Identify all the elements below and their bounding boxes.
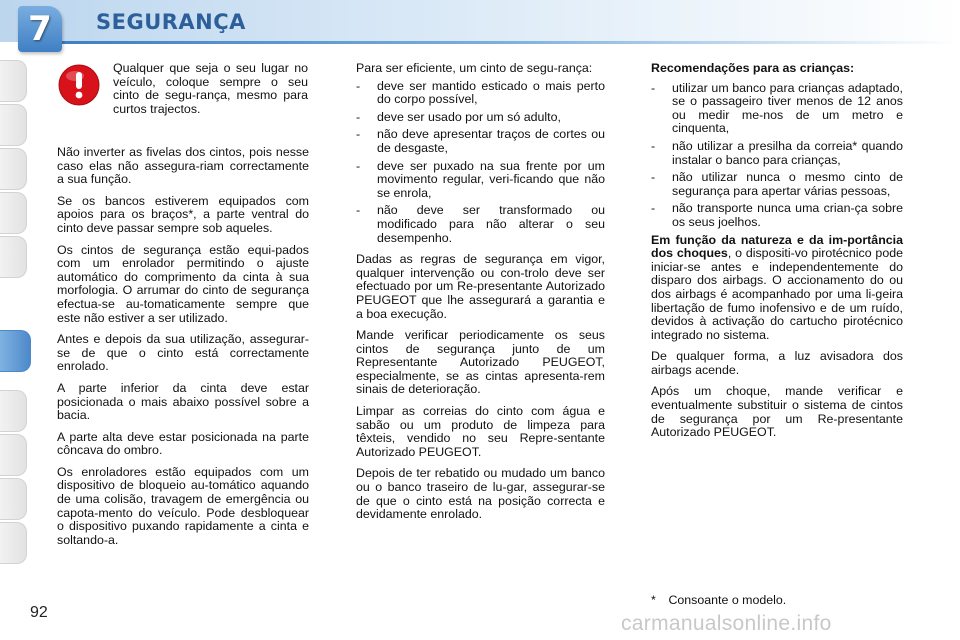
list-dash: - (651, 80, 656, 95)
chapter-tab-2[interactable] (0, 104, 27, 146)
chapter-tab-5[interactable] (0, 236, 27, 278)
chapter-tab-11[interactable] (0, 522, 27, 564)
paragraph: De qualquer forma, a luz avisadora dos airbags acende. (651, 349, 903, 377)
list-dash: - (651, 138, 656, 153)
list-dash: - (651, 201, 656, 216)
page-number: 92 (30, 604, 48, 621)
warning-text: Qualquer que seja o seu lugar no veículo, coloque sempre o seu cinto de segu-rança, mesmo para curtos trajectos. (113, 61, 308, 116)
paragraph: Mande verificar periodicamente os seus cintos de segurança junto de um Representante Autorizado PEUGEOT, especialmente, se as cintas apresenta-rem sinais de deterioração. (356, 328, 605, 397)
chapter-tab-1[interactable] (0, 60, 27, 102)
paragraph: Após um choque, mande verificar e eventualmente substituir o sistema de cintos de segurança por um Re-presentante Autorizado PEUGEOT. (651, 384, 903, 440)
chapter-tab-8[interactable] (0, 390, 27, 432)
list-intro: Para ser eficiente, um cinto de segu-rança: (356, 61, 593, 75)
paragraph: Os enroladores estão equipados com um dispositivo de bloqueio au-tomático aquando de uma colisão, travagem de emergência ou capota-mento do veículo. Pode desbloquear o dispositivo puxando rapidamente a cinta e soltando-a. (57, 464, 309, 547)
airbag-lead: Em função da natureza e da im-portância dos choques (651, 232, 903, 261)
exclamation-warning-icon (58, 64, 100, 106)
list-item (356, 111, 605, 125)
footnote (651, 593, 786, 607)
paragraph: Não inverter as fivelas dos cintos, pois nesse caso elas não assegura-riam correctamente a sua função. (57, 145, 309, 187)
paragraph: Os cintos de segurança estão equi-pados com um enrolador permitindo o ajuste automático do comprimento da cinta à sua morfologia. O arrumar do cinto de segurança efectua-se au-tomaticamente sempre que este não estiver a ser utilizado. (57, 242, 309, 325)
list-item-text: não utilizar nunca o mesmo cinto de segurança para apertar várias pessoas, (672, 170, 903, 198)
list-item (651, 202, 903, 229)
list-item (651, 171, 903, 198)
list-item-text: deve ser usado por um só adulto, (377, 109, 561, 124)
list-item-text: não utilizar a presilha da correia* quando instalar o banco para crianças, (672, 138, 903, 167)
middle-column (356, 62, 605, 530)
paragraph: A parte inferior da cinta deve estar posicionada o mais abaixo possível sobre a bacia. (57, 380, 309, 423)
list-item-text: não deve ser transformado ou modificado para não alterar o seu desempenho. (377, 203, 605, 245)
paragraph: Limpar as correias do cinto com água e sabão ou um produto de limpeza para têxteis, vendido no seu Repre-sentante Autorizado PEUGEOT. (356, 404, 605, 459)
list-dash: - (356, 109, 361, 124)
paragraph: Dadas as regras de segurança em vigor, qualquer intervenção ou con-trolo deve ser efectuado por um Re-presentante Autorizado PEUGEOT que lhe assegurará a garantia e a boa execução. (356, 252, 605, 321)
chapter-tab-4[interactable] (0, 192, 27, 234)
recommendations-title: Recomendações para as crianças: (651, 61, 855, 75)
list-dash: - (356, 158, 361, 173)
list-item (651, 140, 903, 167)
list-item (356, 128, 605, 155)
paragraph: A parte alta deve estar posicionada na parte côncava do ombro. (57, 429, 309, 458)
airbag-text: , o dispositi-vo pirotécnico pode iniciar-se antes e independentemente do disparo dos airbags. O accionamento do ou dos airbags é acompanhado por uma li-geira libertação de fumo inofensivo e de um ruído, devidos à activação do cartucho pirotécnico integrado no sistema. (651, 246, 903, 342)
chapter-tab-3[interactable] (0, 148, 27, 190)
paragraph: Antes e depois da sua utilização, assegurar-se de que o cinto está correctamente enrolado. (57, 332, 309, 374)
list-item-text: não transporte nunca uma crian-ça sobre os seus joelhos. (672, 201, 903, 229)
airbag-paragraph (651, 234, 903, 343)
left-column (57, 146, 309, 555)
chapter-tab-9[interactable] (0, 434, 27, 476)
list-dash: - (356, 127, 361, 142)
list-item (356, 204, 605, 245)
page-title: SEGURANÇA (96, 10, 246, 34)
header-rule (60, 41, 960, 44)
footnote-marker: * (651, 593, 656, 607)
list-dash: - (651, 170, 656, 185)
chapter-index-tabs (0, 60, 32, 580)
list-item (651, 82, 903, 136)
chapter-number: 7 (28, 9, 52, 49)
chapter-tab-10[interactable] (0, 478, 27, 520)
list-item-text: não deve apresentar traços de cortes ou de desgaste, (377, 127, 605, 155)
watermark: carmanualsonline.info (621, 612, 832, 635)
right-column (651, 62, 903, 448)
paragraph: Se os bancos estiverem equipados com apoios para os braços*, a parte ventral do cinto deve passar sempre sob aqueles. (57, 193, 309, 235)
list-item-text: deve ser mantido esticado o mais perto do corpo possível, (377, 78, 605, 107)
chapter-tab-active[interactable] (0, 330, 31, 372)
footnote-text: Consoante o modelo. (668, 593, 787, 607)
list-dash: - (356, 203, 361, 218)
list-item-text: deve ser puxado na sua frente por um movimento regular, veri-ficando que não se enrola, (377, 158, 605, 200)
list-dash: - (356, 78, 361, 93)
list-item-text: utilizar um banco para crianças adaptado, se o passageiro tiver menos de 12 anos ou medir me-nos de um metro e cinquenta, (672, 80, 903, 136)
paragraph: Depois de ter rebatido ou mudado um banco ou o banco traseiro de lu-gar, assegurar-se de que o cinto está na posição correcta e devidamente enrolado. (356, 466, 605, 522)
list-item (356, 160, 605, 201)
list-item (356, 80, 605, 107)
